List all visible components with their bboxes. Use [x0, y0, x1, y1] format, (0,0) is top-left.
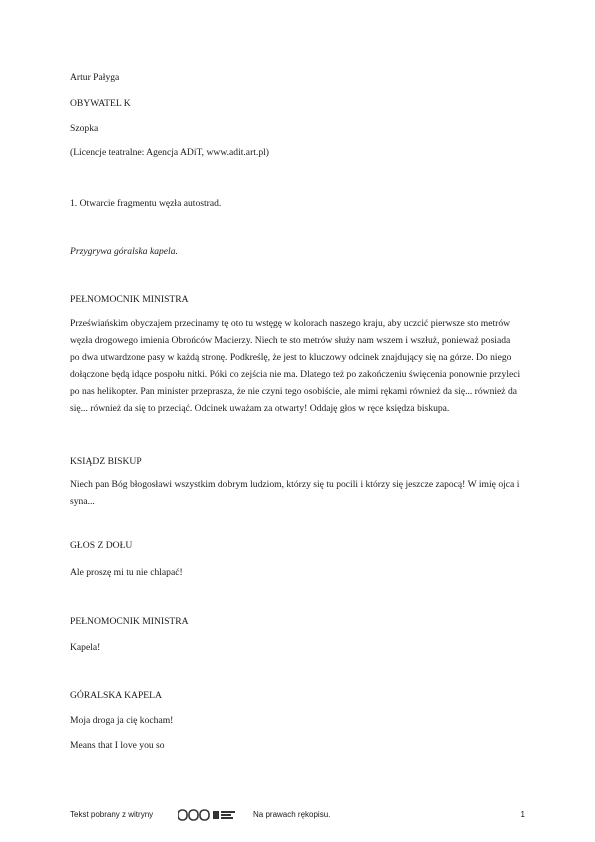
license-note: (Licencje teatralne: Agencja ADiT, www.adit.art.pl): [70, 147, 269, 158]
page-footer: [70, 808, 525, 824]
speaker-name: GÓRALSKA KAPELA: [70, 690, 162, 701]
dialogue-text: Ale proszę mi tu nie chlapać!: [70, 567, 183, 578]
play-title: OBYWATEL K: [70, 98, 131, 109]
scene-heading: 1. Otwarcie fragmentu węzła autostrad.: [70, 198, 222, 209]
speaker-name: PEŁNOMOCNIK MINISTRA: [70, 616, 189, 627]
lyric-line: Means that I love you so: [70, 740, 165, 751]
speaker-name: KSIĄDZ BISKUP: [70, 456, 142, 467]
footer-source-text: Tekst pobrany z witryny: [70, 810, 154, 819]
stage-direction: Przygrywa góralska kapela.: [70, 246, 178, 257]
play-genre: Szopka: [70, 123, 99, 134]
speaker-name: GŁOS Z DOŁU: [70, 540, 133, 551]
dialogue-text: Kapela!: [70, 642, 101, 653]
speaker-name: PEŁNOMOCNIK MINISTRA: [70, 294, 189, 305]
dialogue-text: Niech pan Bóg błogosławi wszystkim dobrym ludziom, którzy się tu pocili i którzy się jeszcze zapocą! W imię ojca i syna...: [70, 479, 520, 507]
lyric-line: Moja droga ja cię kocham!: [70, 715, 174, 726]
adit-logo-icon: [178, 808, 238, 822]
page-number: 1: [520, 810, 525, 819]
footer-rights-text: Na prawach rękopisu.: [253, 810, 331, 819]
author: Artur Pałyga: [70, 72, 120, 83]
dialogue-text: Przeświańskim obyczajem przecinamy tę oto tu wstęgę w kolorach naszego kraju, aby uczcić pierwsze sto metrów węzła drogowego imienia Obrońców Macierzy. Niech te sto metrów służy nam wszem i wszłuż, ponieważ posiada po dwa utwardzone pasy w każdą stronę. Podkreślę, że jest to kluczowy odcinek znajdujący się na górze. Do niego dołączone będą idące pospołu nitki. Póki co zejścia nie ma. Dlatego też po zakończeniu święcenia ponownie przyleci po nas helikopter. Pan minister przeprasza, że nie czyni tego osobiście, ale mimi rękami również da się... również da się... również da się to przeciąć. Odcinek uważam za otwarty! Oddaję głos w ręce księdza biskupa.: [70, 318, 521, 414]
